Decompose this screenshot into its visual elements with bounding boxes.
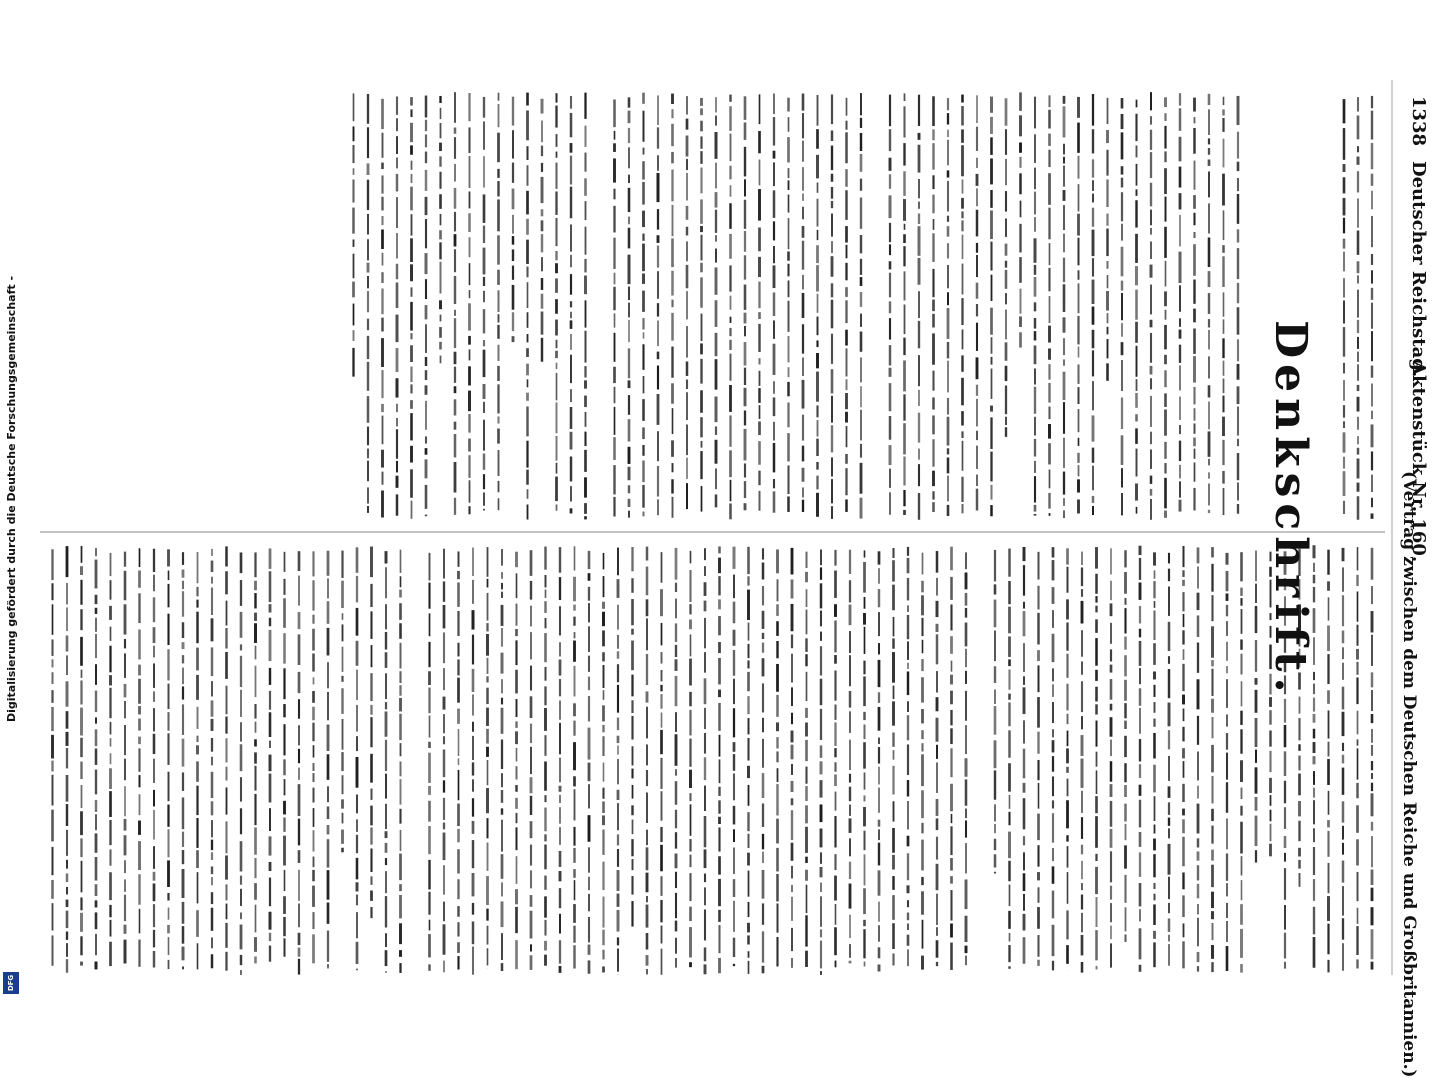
digitization-sidebar [0,0,22,1000]
text-column-upper [354,92,1239,520]
document-heading: Denkschrift. [1265,320,1316,699]
dfg-funding-notice: Digitalisierung gefördert durch die Deutsche Forschungsgemeinschaft - [5,275,18,723]
running-title: Deutscher Reichstag. [1408,161,1429,378]
attachment-number: Aktenstück Nr. 160. [1408,361,1429,563]
document-heading-block [1260,220,1320,740]
page-number: 1338 [1408,95,1429,147]
text-column-lower [53,545,1373,975]
subject-line: (Vertrag zwischen dem Deutschen Reiche und Großbritannien.) [1399,471,1419,1078]
intro-text-block [1344,96,1372,520]
running-header [1398,90,1429,1078]
dfg-logo [3,972,19,994]
dfg-logo-text: DFG [7,974,15,992]
